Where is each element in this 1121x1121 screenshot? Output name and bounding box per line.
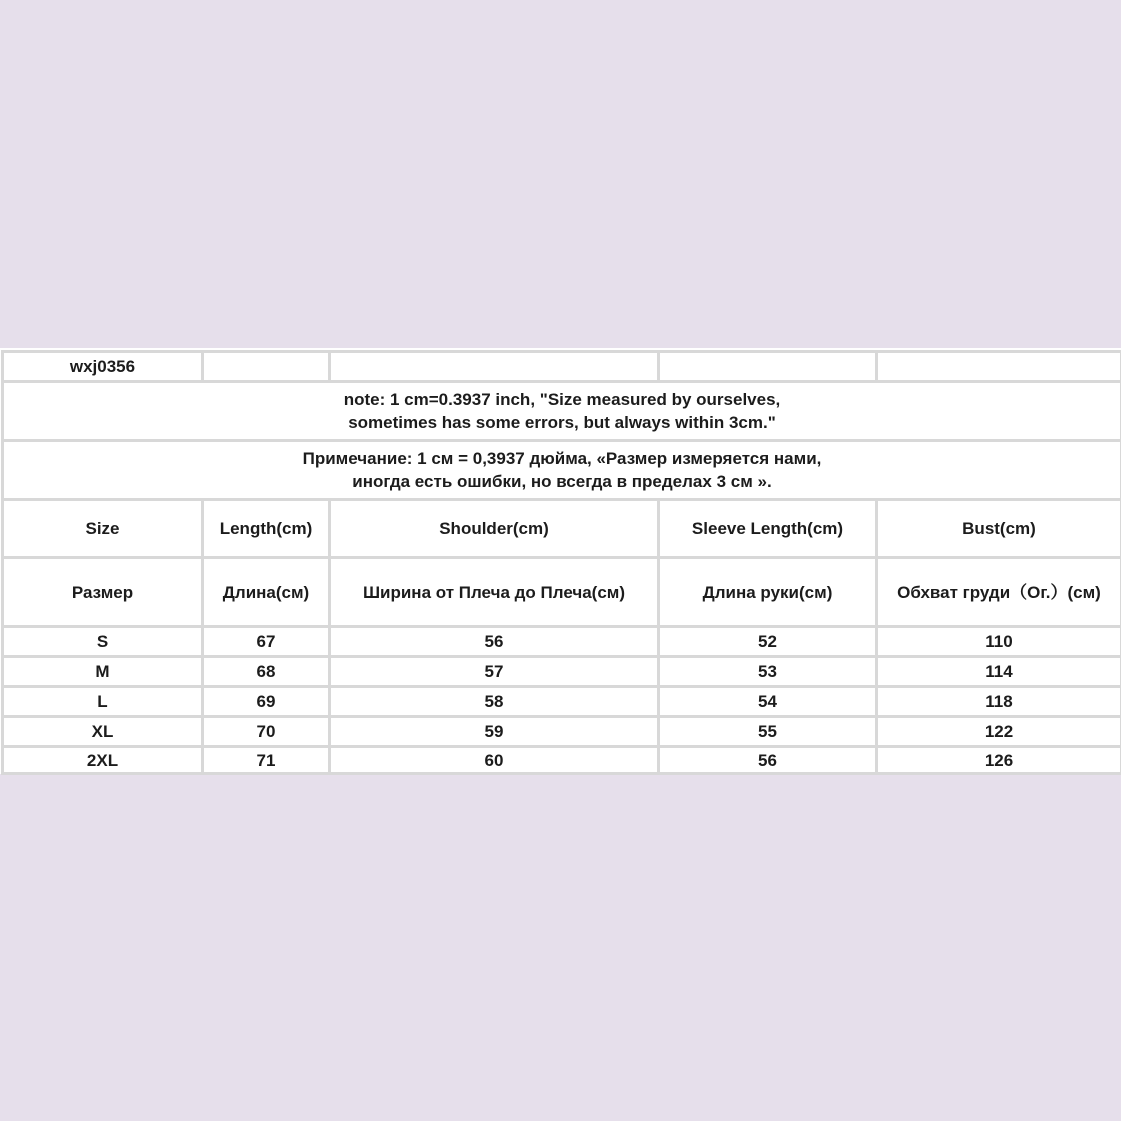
bust-cell: 114	[877, 657, 1121, 687]
header-size: Size	[3, 500, 203, 558]
empty-cell	[203, 352, 330, 382]
size-cell: M	[3, 657, 203, 687]
size-cell: L	[3, 687, 203, 717]
note-en-row	[3, 382, 1121, 441]
size-cell: S	[3, 627, 203, 657]
header-length-ru: Длина(см)	[203, 558, 330, 627]
note-en	[3, 382, 1121, 441]
shoulder-cell: 56	[330, 627, 659, 657]
shoulder-cell: 59	[330, 717, 659, 747]
product-code-row	[3, 352, 1121, 382]
sleeve-length-cell: 53	[659, 657, 877, 687]
empty-cell	[330, 352, 659, 382]
sleeve-length-cell: 56	[659, 747, 877, 774]
note-ru-line-2: иногда есть ошибки, но всегда в пределах 3 см ».	[352, 472, 772, 491]
header-length: Length(cm)	[203, 500, 330, 558]
bust-cell: 118	[877, 687, 1121, 717]
bust-cell: 122	[877, 717, 1121, 747]
product-code: wxj0356	[3, 352, 203, 382]
header-shoulder: Shoulder(cm)	[330, 500, 659, 558]
length-cell: 71	[203, 747, 330, 774]
table-row	[3, 627, 1121, 657]
size-cell: XL	[3, 717, 203, 747]
note-ru-row	[3, 441, 1121, 500]
length-cell: 68	[203, 657, 330, 687]
header-sleeve-length-ru: Длина руки(см)	[659, 558, 877, 627]
note-ru	[3, 441, 1121, 500]
length-cell: 69	[203, 687, 330, 717]
size-chart	[0, 348, 1121, 774]
sleeve-length-cell: 52	[659, 627, 877, 657]
header-row-ru	[3, 558, 1121, 627]
empty-cell	[659, 352, 877, 382]
note-ru-line-1: Примечание: 1 см = 0,3937 дюйма, «Размер измеряется нами,	[302, 449, 822, 468]
length-cell: 70	[203, 717, 330, 747]
header-bust-ru: Обхват груди（Ог.）(см)	[877, 558, 1121, 627]
sleeve-length-cell: 54	[659, 687, 877, 717]
header-size-ru: Размер	[3, 558, 203, 627]
header-row-en	[3, 500, 1121, 558]
header-sleeve-length: Sleeve Length(cm)	[659, 500, 877, 558]
bust-cell: 110	[877, 627, 1121, 657]
size-cell: 2XL	[3, 747, 203, 774]
sleeve-length-cell: 55	[659, 717, 877, 747]
table-row	[3, 657, 1121, 687]
shoulder-cell: 57	[330, 657, 659, 687]
table-row	[3, 747, 1121, 774]
note-en-line-1: note: 1 cm=0.3937 inch, "Size measured by ourselves,	[343, 390, 781, 409]
note-en-line-2: sometimes has some errors, but always within 3cm."	[348, 413, 776, 432]
bust-cell: 126	[877, 747, 1121, 774]
shoulder-cell: 58	[330, 687, 659, 717]
header-shoulder-ru: Ширина от Плеча до Плеча(см)	[330, 558, 659, 627]
header-bust: Bust(cm)	[877, 500, 1121, 558]
shoulder-cell: 60	[330, 747, 659, 774]
table-row	[3, 687, 1121, 717]
length-cell: 67	[203, 627, 330, 657]
table-row	[3, 717, 1121, 747]
size-chart-table	[1, 350, 1121, 775]
empty-cell	[877, 352, 1121, 382]
